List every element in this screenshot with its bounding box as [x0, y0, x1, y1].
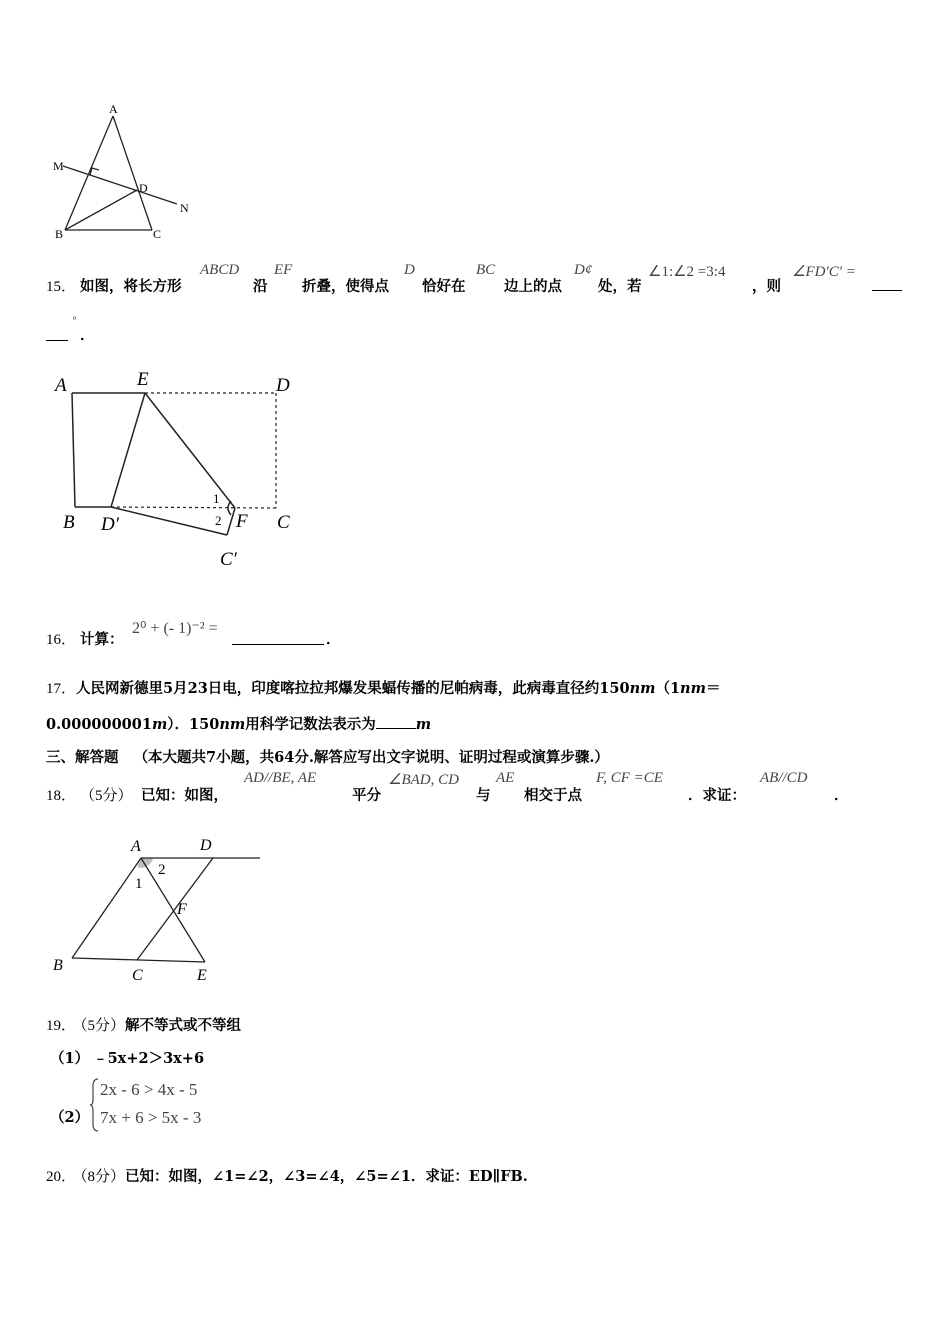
q18-score: （5分）	[80, 788, 133, 804]
q18-text4: 相交于点	[524, 787, 582, 804]
q17-unit-nm-2: nm	[680, 680, 706, 697]
parallel-lines-figure-q18	[45, 830, 275, 990]
q19-part1-label: （1）	[50, 1050, 90, 1067]
fig18-label-b: B	[53, 957, 63, 974]
q17-unit-nm-1: nm	[629, 680, 656, 697]
q18-text3: 与	[476, 787, 491, 804]
system-brace-icon	[90, 1078, 100, 1132]
section3-title: 三、解答题	[46, 749, 119, 766]
q19-part2-inequality2: 7x + 6 > 5x - 3	[100, 1108, 202, 1127]
q15-math-ask: ∠FD′C′ =	[792, 264, 856, 280]
fig18-label-e: E	[197, 967, 207, 984]
fig15-label-c: C	[277, 512, 290, 533]
q15-text1: 如图，将长方形	[80, 278, 182, 295]
q15-math-ratio: ∠1:∠2 =3:4	[648, 264, 726, 280]
q20-number: 20．	[46, 1169, 77, 1185]
triangle-figure-q14	[45, 98, 205, 248]
q18-text2: 平分	[352, 787, 381, 804]
fig14-label-d: D	[139, 181, 148, 195]
q17-close: ）．150	[167, 716, 220, 733]
q16-end: ．	[326, 631, 341, 648]
fig18-label-f: F	[177, 901, 187, 918]
q18-text1: 已知：如图，	[141, 787, 228, 804]
q15-math-dprime: D¢	[574, 262, 593, 278]
q18-math4: F, CF =CE	[596, 770, 663, 786]
q19-part1-expression: ﹣5x+2＞3x+6	[93, 1050, 205, 1067]
fig18-label-angle2: 2	[158, 862, 166, 878]
q17-unit-m-1: m	[151, 716, 168, 733]
section3-heading	[46, 746, 609, 767]
fig15-label-e: E	[137, 369, 149, 390]
q18-end: ．	[834, 787, 849, 804]
fig15-label-d: D	[276, 375, 290, 396]
q17-line1	[46, 677, 720, 698]
folded-rectangle-figure-q15	[45, 365, 315, 580]
fig15-label-angle2: 2	[215, 513, 222, 528]
q15-number: 15．	[46, 279, 77, 295]
q17-value: 0.000000001	[46, 716, 152, 733]
q18-math5: AB//CD	[760, 770, 808, 786]
q16-answer-blank[interactable]	[232, 630, 324, 645]
q15-answer-blank-part1[interactable]	[872, 276, 902, 291]
q17-equals: ＝	[705, 680, 721, 697]
q15-math-rect: ABCD	[200, 262, 240, 278]
q17-unit-nm-3: nm	[219, 716, 246, 733]
fig18-label-a: A	[131, 838, 141, 855]
q19-score: （5分）	[80, 1018, 126, 1034]
q15-math-point: D	[404, 262, 415, 278]
fig14-label-n: N	[180, 201, 189, 215]
q15-degree-sign: °	[72, 316, 77, 327]
section3-note: （本大题共7小题，共64分.解答应写出文字说明、证明过程或演算步骤.）	[133, 749, 609, 766]
q17-number: 17．	[46, 681, 77, 697]
q19-line	[46, 1014, 241, 1035]
fig18-label-c: C	[132, 967, 143, 984]
q17-tail: 用科学记数法表示为	[245, 716, 376, 733]
q19-part2-inequality1: 2x - 6 > 4x - 5	[100, 1080, 198, 1099]
fig15-label-b: B	[63, 512, 75, 533]
q18-math1: AD//BE, AE	[244, 770, 317, 786]
fig15-label-f: F	[236, 511, 248, 532]
q16-text: 计算：	[80, 631, 124, 648]
fig15-label-a: A	[55, 375, 67, 396]
fig18-label-d: D	[200, 837, 212, 854]
q15-answer-blank-part2[interactable]	[46, 326, 68, 341]
q18-math3: AE	[496, 770, 515, 786]
fig14-label-b: B	[55, 227, 64, 241]
q18-text5: ．求证：	[688, 787, 746, 804]
fig15-label-angle1: 1	[213, 491, 220, 506]
q18-number: 18．	[46, 788, 77, 804]
q15-text2: 沿	[253, 278, 268, 295]
q20-text: 已知：如图，∠1=∠2，∠3=∠4，∠5=∠1．求证：ED∥FB.	[125, 1168, 528, 1185]
q17-unit-m-2: m	[415, 716, 432, 733]
q15-text7: ，则	[752, 278, 781, 295]
q15-text4: 恰好在	[422, 278, 466, 295]
fig18-label-angle1: 1	[135, 876, 143, 892]
q17-text-line1: 人民网新德里5月23日电，印度喀拉拉邦爆发果蝠传播的尼帕病毒，此病毒直径约150	[76, 680, 630, 697]
q15-math-fold: EF	[274, 262, 293, 278]
q19-part2-label: （2）	[50, 1109, 90, 1126]
q15-text6: 处，若	[598, 278, 642, 295]
fig15-label-dprime: D′	[101, 514, 119, 535]
fig14-label-a: A	[109, 102, 118, 116]
q19-number: 19．	[46, 1018, 77, 1034]
q15-text3: 折叠，使得点	[302, 278, 389, 295]
q19-part1	[50, 1047, 204, 1068]
q20-line	[46, 1165, 528, 1186]
q16-number: 16．	[46, 632, 77, 648]
q15-end: ．	[80, 327, 95, 344]
q15-math-side: BC	[476, 262, 496, 278]
fig14-label-c: C	[153, 227, 162, 241]
q19-title: 解不等式或不等组	[125, 1017, 242, 1034]
fig15-label-cprime: C′	[220, 549, 237, 570]
q16-expression: 2⁰ + (- 1)⁻² =	[132, 620, 218, 637]
q15-text5: 边上的点	[504, 278, 562, 295]
q17-line2	[46, 713, 431, 734]
fig14-label-m: M	[53, 159, 64, 173]
q20-score: （8分）	[80, 1169, 126, 1185]
q17-answer-blank[interactable]	[376, 716, 416, 729]
q18-math2: ∠BAD, CD	[388, 772, 459, 788]
q17-paren: （1	[655, 680, 681, 697]
